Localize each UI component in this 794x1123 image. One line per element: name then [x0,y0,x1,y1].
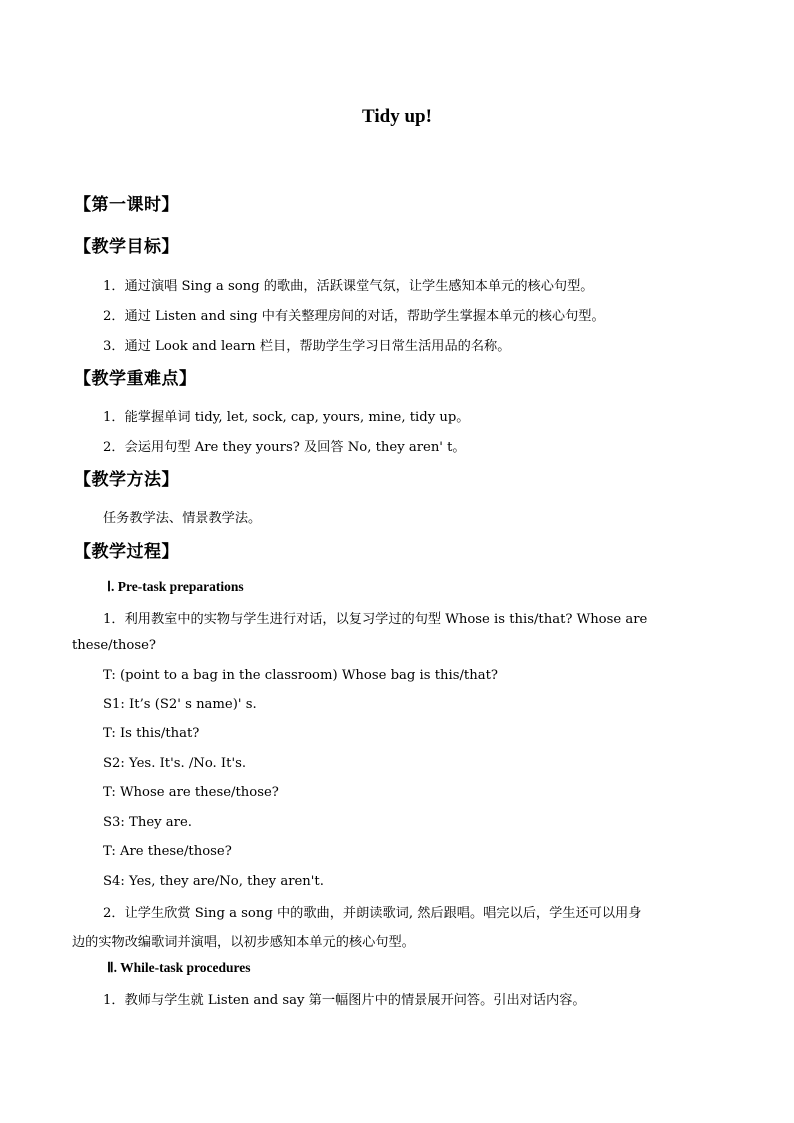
part1-item1-line2: these/those? [72,638,156,653]
part2-title: Ⅱ. While-task procedures [107,960,251,975]
dialogue-line: T: Whose are these/those? [103,785,279,800]
key-point-item: 1．能掌握单词 tidy, let, sock, cap, yours, mine, tidy up。 [103,410,470,425]
dialogue-line: S4: Yes, they are/No, they aren't. [103,874,324,889]
process-heading: 【教学过程】 [74,542,179,562]
methods-heading: 【教学方法】 [74,470,179,490]
dialogue-line: S1: It’s (S2' s name)' s. [103,697,257,712]
key-points-heading: 【教学重难点】 [74,369,197,389]
dialogue-line: T: Are these/those? [103,844,232,859]
part1-item2-line2: 边的实物改编歌词并演唱，以初步感知本单元的核心句型。 [72,935,415,950]
dialogue-line: S2: Yes. It's. /No. It's. [103,756,247,771]
methods-text: 任务教学法、情景教学法。 [103,511,262,526]
page-title: Tidy up! [362,106,432,127]
objective-item: 1．通过演唱 Sing a song 的歌曲，活跃课堂气氛，让学生感知本单元的核心句型。 [103,279,594,294]
part1-item1-line1: 1．利用教室中的实物与学生进行对话，以复习学过的句型 Whose is this/that? Whose are [103,612,648,627]
dialogue-line: T: Is this/that? [103,726,200,741]
objectives-heading: 【教学目标】 [74,237,179,257]
dialogue-line: T: (point to a bag in the classroom) Whose bag is this/that? [103,668,498,683]
key-point-item: 2．会运用句型 Are they yours? 及回答 No, they aren' t。 [103,440,466,455]
part1-item2-line1: 2．让学生欣赏 Sing a song 中的歌曲，并朗读歌词, 然后跟唱。唱完以后，学生还可以用身 [103,906,642,921]
part1-title: Ⅰ. Pre-task preparations [107,579,244,594]
objective-item: 3．通过 Look and learn 栏目，帮助学生学习日常生活用品的名称。 [103,339,511,354]
lesson-heading: 【第一课时】 [74,195,179,215]
part2-item1: 1．教师与学生就 Listen and say 第一幅图片中的情景展开问答。引出对话内容。 [103,993,586,1008]
dialogue-line: S3: They are. [103,815,192,830]
objective-item: 2．通过 Listen and sing 中有关整理房间的对话，帮助学生掌握本单元的核心句型。 [103,309,605,324]
